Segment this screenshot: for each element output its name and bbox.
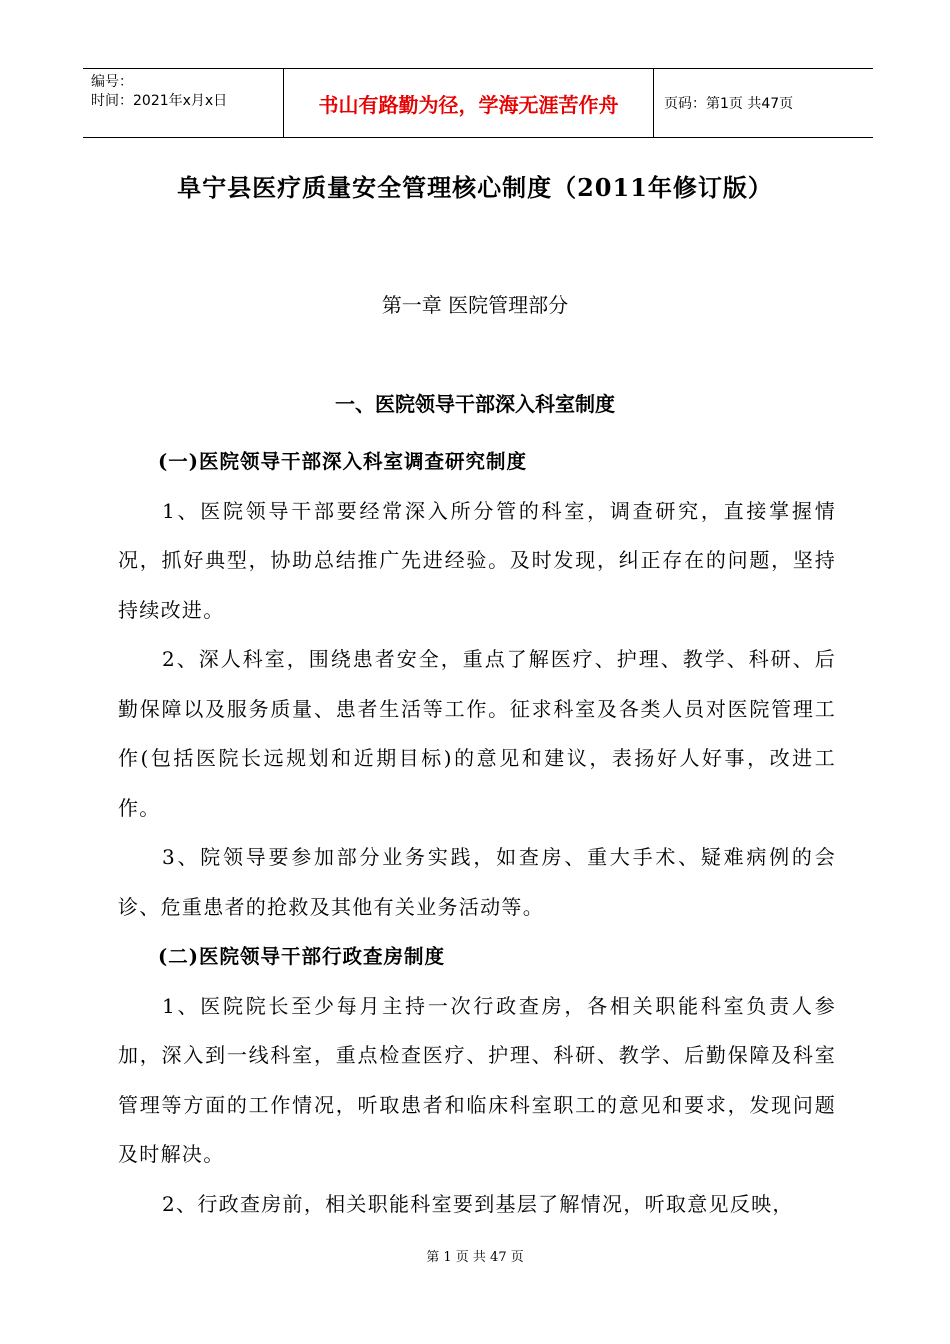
header-page-info: 页码：第1页 共47页 (664, 96, 794, 112)
header-motto: 书山有路勤为径，学海无涯苦作舟 (284, 69, 654, 137)
paragraph: 1、医院领导干部要经常深入所分管的科室，调查研究，直接掌握情况，抓好典型，协助总结推广先进经验。及时发现，纠正存在的问题，坚持持续改进。 (118, 498, 836, 622)
subsection-heading: (一)医院领导干部深入科室调查研究制度 (158, 450, 527, 473)
subsection-heading: (二)医院领导干部行政查房制度 (158, 945, 445, 968)
document-header (83, 68, 873, 138)
header-meta (83, 69, 284, 137)
document-title: 阜宁县医疗质量安全管理核心制度（2011年修订版） (177, 173, 773, 202)
time-label: 时间：2021年x月x日 (91, 93, 228, 109)
paragraph: 2、深人科室，围绕患者安全，重点了解医疗、护理、教学、科研、后勤保障以及服务质量、患者生活等工作。征求科室及各类人员对医院管理工作(包括医院长远规划和近期目标)的意见和建议，表扬好人好事，改进工作。 (118, 647, 836, 820)
paragraph: 3、院领导要参加部分业务实践，如查房、重大手术、疑难病例的会诊、危重患者的抢救及其他有关业务活动等。 (118, 845, 836, 919)
paragraph: 2、行政查房前，相关职能科室要到基层了解情况，听取意见反映， (162, 1191, 794, 1216)
paragraph: 1、医院院长至少每月主持一次行政查房，各相关职能科室负责人参加，深入到一线科室，重点检查医疗、护理、科研、教学、后勤保障及科室管理等方面的工作情况，听取患者和临床科室职工的意见和要求，发现问题及时解决。 (118, 993, 836, 1166)
page-footer: 第 1 页 共 47 页 (426, 1250, 524, 1265)
chapter-heading: 第一章 医院管理部分 (381, 293, 569, 317)
document-body (118, 437, 836, 1229)
number-label: 编号： (91, 74, 133, 90)
section-heading: 一、医院领导干部深入科室制度 (335, 392, 615, 416)
